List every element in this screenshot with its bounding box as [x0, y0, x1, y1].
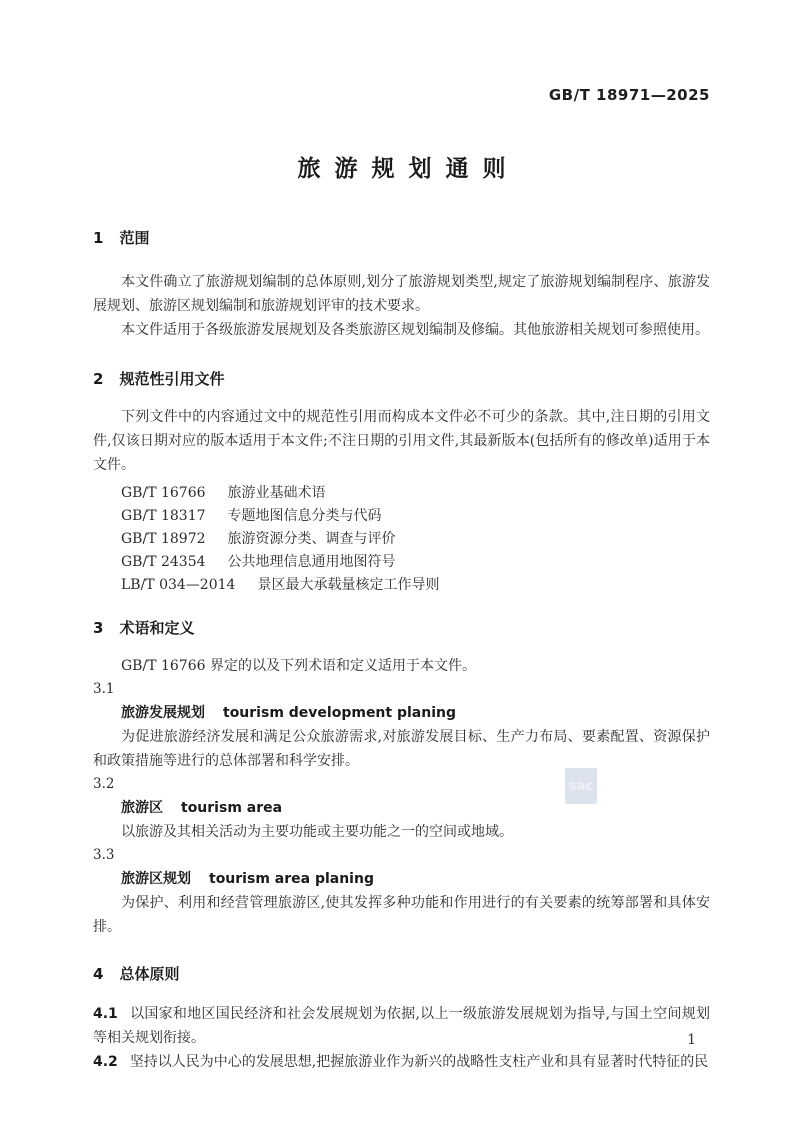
clause-4-2: [93, 1050, 710, 1074]
section-4-title: 总体原则: [119, 965, 180, 983]
section-4-number: 4: [93, 965, 104, 983]
reference-item: [93, 528, 710, 551]
term-definition: 为保护、利用和经营管理旅游区,使其发挥多种功能和作用进行的有关要素的统筹部署和具体安排。: [93, 895, 710, 935]
reference-code: LB/T 034—2014: [121, 577, 236, 593]
clause-number: 4.1: [93, 1006, 118, 1022]
reference-title: 旅游资源分类、调查与评价: [227, 531, 396, 547]
term-name: [93, 796, 710, 820]
reference-code: GB/T 16766: [121, 485, 206, 501]
reference-title: 景区最大承载量核定工作导则: [257, 577, 440, 593]
term-name-zh: 旅游区: [121, 800, 163, 816]
section-3-number: 3: [93, 619, 104, 637]
clause-number: 4.2: [93, 1054, 118, 1070]
reference-item: [93, 482, 710, 505]
term-name: [93, 701, 710, 725]
term-name-zh: 旅游区规划: [121, 871, 191, 887]
section-3-title: 术语和定义: [119, 619, 195, 637]
term-3-3: [93, 844, 710, 939]
term-name-en: tourism area: [181, 800, 283, 816]
reference-title: 专题地图信息分类与代码: [227, 508, 382, 524]
term-number: 3.2: [93, 776, 115, 792]
term-name-en: tourism development planing: [223, 705, 456, 721]
clause-text: 以国家和地区国民经济和社会发展规划为依据,以上一级旅游发展规划为指导,与国土空间规划等相关规划衔接。: [93, 1006, 710, 1046]
section-2-number: 2: [93, 370, 104, 388]
term-3-2: [93, 773, 710, 844]
standard-number: GB/T 18971—2025: [548, 86, 710, 104]
paragraph: 本文件确立了旅游规划编制的总体原则,划分了旅游规划类型,规定了旅游规划编制程序、旅游发展规划、旅游区规划编制和旅游规划评审的技术要求。: [93, 274, 710, 314]
reference-item: [93, 505, 710, 528]
reference-code: GB/T 24354: [121, 554, 206, 570]
section-general-principles: [93, 963, 710, 1074]
term-name-zh: 旅游发展规划: [121, 705, 205, 721]
term-number: 3.3: [93, 847, 115, 863]
term-definition: 以旅游及其相关活动为主要功能或主要功能之一的空间或地域。: [121, 824, 513, 840]
reference-item: [93, 574, 710, 597]
clause-4-1: [93, 1002, 710, 1050]
reference-title: 公共地理信息通用地图符号: [227, 554, 396, 570]
paragraph: 下列文件中的内容通过文中的规范性引用而构成本文件必不可少的条款。其中,注日期的引用文件,仅该日期对应的版本适用于本文件;不注日期的引用文件,其最新版本(包括所有的修改单)适用于本文件。: [93, 409, 710, 473]
term-definition: 为促进旅游经济发展和满足公众旅游需求,对旅游发展目标、生产力布局、要素配置、资源保护和政策措施等进行的总体部署和科学安排。: [93, 729, 710, 769]
section-1-heading: [93, 227, 710, 248]
section-terms-definitions: [93, 617, 710, 939]
reference-code: GB/T 18317: [121, 508, 206, 524]
term-number: 3.1: [93, 681, 115, 697]
term-name-en: tourism area planing: [209, 871, 374, 887]
term-name: [93, 867, 710, 891]
term-3-1: [93, 678, 710, 773]
section-normative-references: [93, 368, 710, 597]
reference-title: 旅游业基础术语: [227, 485, 326, 501]
clause-text: 坚持以人民为中心的发展思想,把握旅游业作为新兴的战略性支柱产业和具有显著时代特征的民: [129, 1054, 709, 1070]
section-scope: [93, 227, 710, 342]
section-1-title: 范围: [119, 229, 150, 247]
section-4-heading: [93, 963, 710, 984]
section-2-title: 规范性引用文件: [119, 370, 225, 388]
reference-item: [93, 551, 710, 574]
page-number: 1: [687, 1032, 696, 1048]
section-2-heading: [93, 368, 710, 389]
terms-intro: GB/T 16766 界定的以及下列术语和定义适用于本文件。: [121, 658, 476, 674]
reference-list: [93, 482, 710, 597]
reference-code: GB/T 18972: [121, 531, 206, 547]
document-title: 旅游规划通则: [297, 156, 520, 182]
section-3-heading: [93, 617, 710, 638]
paragraph: 本文件适用于各级旅游发展规划及各类旅游区规划编制及修编。其他旅游相关规划可参照使用。: [121, 322, 709, 338]
section-1-number: 1: [93, 229, 104, 247]
watermark: sac: [565, 768, 597, 804]
